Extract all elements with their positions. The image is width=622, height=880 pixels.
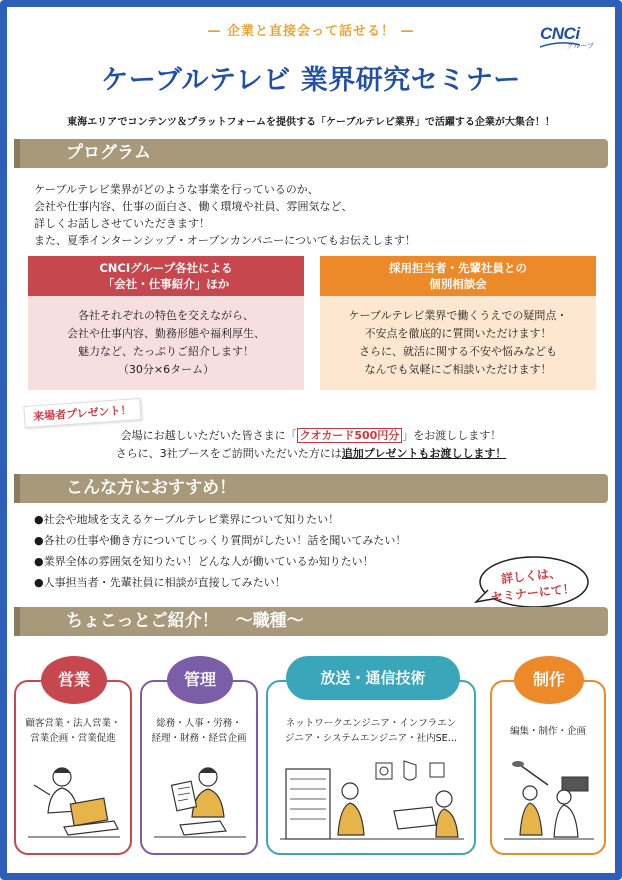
program-heading: プログラム — [14, 139, 608, 168]
list-item: ●業界全体の雰囲気を知りたい！どんな人が働いているか知りたい！ — [34, 555, 374, 568]
intro-line: ケーブルテレビ業界がどのような事業を行っているのか、 — [34, 183, 319, 196]
card-title-line: 個別相談会 — [429, 277, 487, 291]
job-card-sales — [14, 670, 132, 855]
job-card-admin — [140, 670, 258, 855]
present-text: 会場にお越しいただいた皆さまに「 — [120, 429, 297, 442]
admin-person-phone-icon — [150, 755, 250, 845]
engineer-server-icon — [276, 755, 468, 845]
intro-line: 会社や仕事内容、仕事の面白さ、働く環境や社員、雰囲気など、 — [34, 200, 353, 213]
card-title — [320, 256, 596, 296]
card-body-line: （30分×6ターム） — [117, 363, 215, 376]
job-badge: 管理 — [167, 656, 233, 704]
bubble-line: 詳しくは、 — [500, 565, 562, 587]
card-body — [320, 296, 596, 390]
job-card-broadcast-tech — [266, 669, 476, 855]
present-tag: 来場者プレゼント！ — [23, 398, 141, 428]
logo-text: CNCi — [540, 24, 580, 43]
card-body-line: さらに、就活に関する不安や悩みなども — [359, 345, 557, 358]
job-badge: 放送・通信技術 — [286, 656, 460, 700]
card-body — [28, 296, 304, 390]
job-desc-line: 営業企画・営業促進 — [30, 733, 116, 744]
job-desc-line: 編集・制作・企画 — [509, 726, 586, 737]
page-title: ケーブルテレビ 業界研究セミナー — [101, 65, 521, 96]
card-body-line: ケーブルテレビ業界で働くうえでの疑問点・ — [348, 309, 568, 322]
card-body-line: 会社や仕事内容、勤務形態や福利厚生、 — [67, 327, 265, 340]
program-card-consultation — [320, 256, 596, 390]
job-desc-line: ネットワークエンジニア・インフラエン — [285, 718, 457, 729]
sales-person-laptop-icon — [24, 755, 124, 845]
program-intro — [34, 181, 594, 249]
extra-present-underline: 追加プレゼントもお渡しします！ — [341, 447, 507, 460]
card-body-line: 各社それぞれの特色を交えながら、 — [78, 309, 254, 322]
present-text: 」をお渡しします！ — [402, 429, 502, 442]
card-title-line: 採用担当者・先輩社員との — [389, 261, 527, 275]
camera-crew-icon — [500, 755, 598, 845]
list-item: ●社会や地域を支えるケーブルテレビ業界について知りたい！ — [34, 513, 340, 526]
list-item: ●人事担当者・先輩社員に相談が直接してみたい！ — [34, 576, 286, 589]
card-title — [28, 256, 304, 296]
tagline: — 企業と直接会って話せる！ — — [207, 24, 415, 39]
intro-line: また、夏季インターンシップ・オープンカンパニーについてもお伝えします！ — [34, 234, 416, 247]
job-desc — [142, 716, 256, 746]
recommend-list — [34, 511, 474, 595]
jobs-heading: ちょこっとご紹介！ ～職種～ — [14, 607, 608, 636]
card-body-line: 不安点を徹底的に質問いただけます！ — [364, 327, 552, 340]
job-desc-line: 顧客営業・法人営業・ — [25, 718, 121, 729]
job-badge: 営業 — [41, 656, 107, 704]
intro-line: 詳しくお話しさせていただきます！ — [34, 217, 210, 230]
job-desc — [492, 724, 604, 739]
speech-bubble — [474, 552, 590, 612]
list-item: ●各社の仕事や働き方についてじっくり質問がしたい！話を聞いてみたい！ — [34, 534, 407, 547]
recommend-heading: こんな方におすすめ！ — [14, 474, 608, 503]
job-desc-line: ジニア・システムエンジニア・社内SE… — [284, 733, 458, 744]
job-desc — [268, 716, 474, 746]
card-body-line: なんでも気軽にご相談いただけます！ — [364, 363, 552, 376]
program-card-company-intro — [28, 256, 304, 390]
present-line-1 — [0, 427, 622, 443]
cnci-logo — [540, 24, 602, 54]
job-badge: 制作 — [514, 656, 584, 704]
bubble-line: セミナーにて！ — [490, 581, 576, 605]
card-title-line: CNCIグループ各社による — [99, 261, 233, 275]
present-text: さらに、3社ブースをご訪問いただいた方には — [115, 447, 342, 460]
logo-sub: グループ — [566, 42, 594, 50]
job-card-production — [490, 670, 606, 855]
present-line-2 — [0, 445, 622, 461]
card-body-line: 魅力など、たっぷりご紹介します！ — [78, 345, 254, 358]
card-title-line: 「会社・仕事紹介」ほか — [102, 277, 230, 291]
job-desc-line: 経理・財務・経営企画 — [151, 733, 247, 744]
page-subtitle: 東海エリアでコンテンツ＆プラットフォームを提供する「ケーブルテレビ業界」で活躍する企業が大集合！！ — [67, 117, 555, 128]
quo-card-highlight: クオカード500円分 — [297, 428, 403, 443]
job-desc-line: 総務・人事・労務・ — [156, 718, 242, 729]
job-desc — [16, 716, 130, 746]
